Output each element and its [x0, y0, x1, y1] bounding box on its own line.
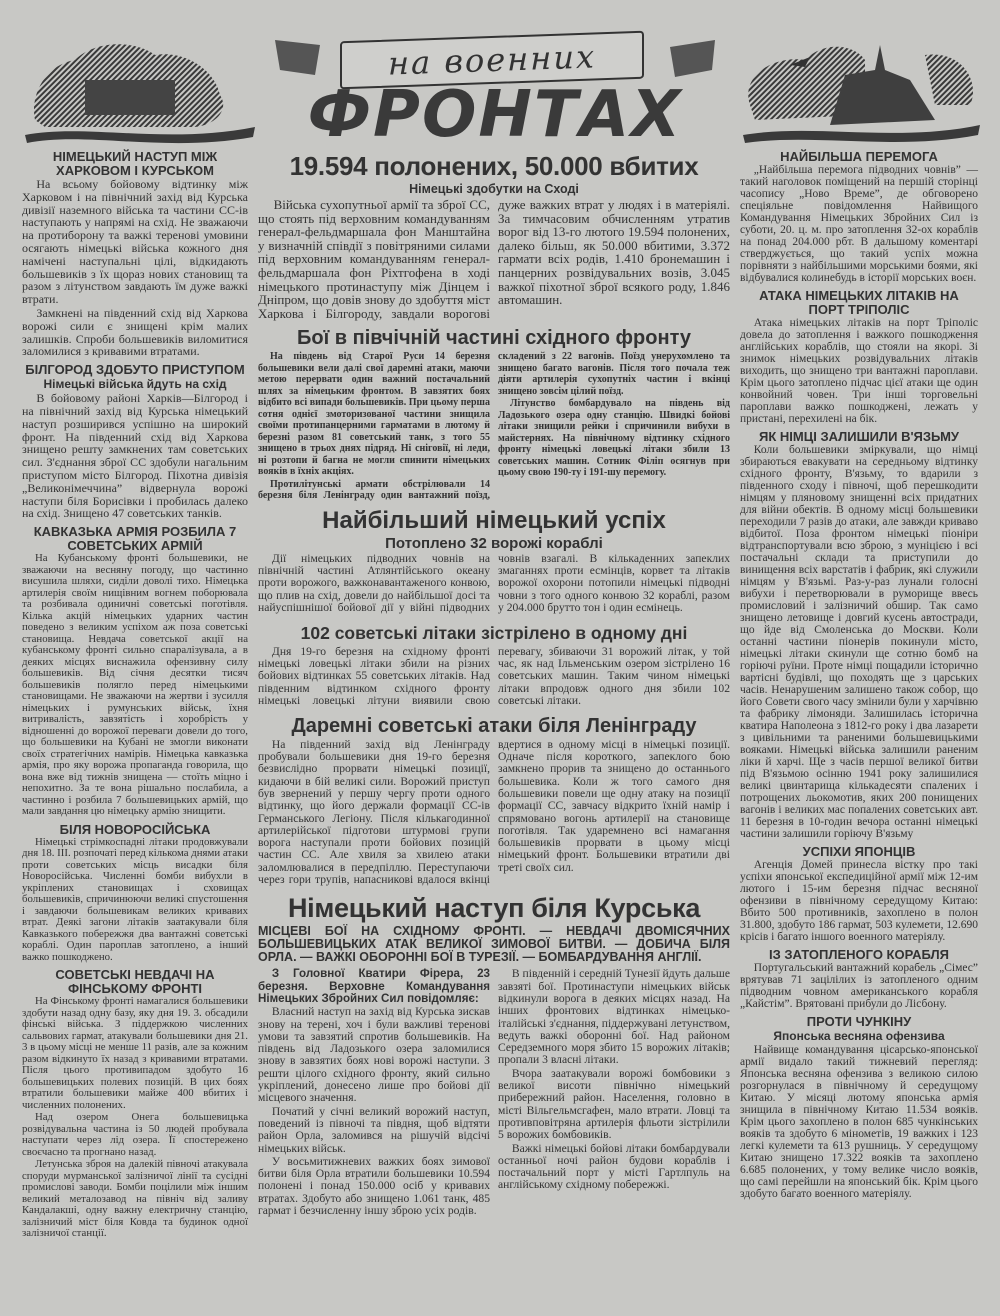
article-paragraph: Власний наступ на захід від Курська зискав знову на терені, хоч і були важливі теренові умови та завзятий спротив большевиків. На південь від Ладозького озера заломилися знову в завзятих боях нові ворожі наступи. З решти цілого східного фронту, який сильно укріплений, донесено лише про бойові дії місцевого значення.: [258, 1005, 490, 1105]
article-paragraph: „Найбільша перемога підводних човнів” — такий наголовок поміщений на першій сторінці часопису „Ново Време”, де обговорено спеціяльне повідомлення Найвищого Командування Німецьких Збройних Сил із суботи, 20. ц. м. про затоплення 32-ох кораблів на понад 204.000 рбт. В дальшому коментарі стверджується, що такий успіх можна порівняти з найбільшими морськими боями, які відбувалися колинебудь в історії морських воєн.: [740, 164, 978, 284]
article-subheadline: МІСЦЕВІ БОЇ НА СХІДНОМУ ФРОНТІ. — НЕВДАЧІ ДВОМІСЯЧНИХ БОЛЬШЕВИЦЬКИХ АТАК ВЕЛИКОЇ ЗИМОВОЇ БИТВИ. — ДОБИЧА БІЛЯ ОРЛА. — ВАЖКІ ОБОРОННІ БОЇ В ТУРЕЗІЇ. — БОМБАРДУВАННЯ АНГЛІЇ.: [258, 924, 730, 965]
article-paragraph: Вчора заатакували ворожі бомбовики з великої висоти північно німецький прибережний район. Населення, головно в місті Вільгельмсгафен, мало втрати. Ловці та противповітряна артилерія фльоти зістрілили 5 ворожих бомбовиків.: [498, 1066, 730, 1142]
article-headline: ЯК НІМЦІ ЗАЛИШИЛИ В'ЯЗЬМУ: [759, 429, 959, 444]
warship-illustration-icon: [735, 35, 985, 150]
article-paragraph: На південь від Старої Руси 14 березня большевики вели далі свої даремні атаки, маючи метою перервати один важний постачальний шлях за німецьким фронтом. В завзятих боях відбито всі випади большевиків. При цьому перша сотня однієї змоторизованої частини знищила своїми протипанцерними гарматами в лютому й березні разом 81 советський танк, з того 55 знищено в трьох днях підряд. Ні сніговії, ні леди, ні розтопи й багна не могли спинити німецьких вояків в їхніх акціях.: [258, 351, 490, 478]
article-headline: Даремні советські атаки біля Ленінграду: [291, 714, 697, 737]
article-paragraph: Агенція Домей принесла вістку про такі успіхи японської експедиційної армії між 12-им лютого і 15-им березня підчас весняної офензиви в північному середущому Китаю: Вбито 500 противників, захоплено в полон 31.800, здобуто 186 гармат, 503 кулемети, 12.690 крісів і багато іншого военного матеріялу.: [740, 859, 978, 943]
article-paragraph: На Кубанському фронті большевики, не зважаючи на весняну погоду, що частинно висушила шляхи, сиділи доволі тихо. Німецька артилерія своїм нищівним вогнем поборювала та розбивала одиничні советські поготівля. Кілька акцій німецьких ударних частин поведено з великим успіхом аж поза советські становища. Невдача советської акції на кубанському фронті сильно спаралізувала, а в деяких місцях виснажила офензивну силу большевиків. Від січня десятки тисяч большевиків полягло перед німецькими становищами. Не зважаючи на жертви і зусилля німецьких і румунських військ, їхня витривалість, завзятість і хоробрість у відношенні до ворожої переваги довели до того, що большевики на Кубані не змогли виконати своїх стратегічних намірів. Німецька кавказька армія, про яку ворожа пропаганда говорила, що вона вже від тижнів знищена — стоїть міцно і непохитно. За те вона рішально послабила, а частинно і розбила 7 большевицьких армій, що мали завдання цю німецьку армію знищити.: [22, 552, 248, 818]
article-headline: НАЙБІЛЬША ПЕРЕМОГА: [780, 149, 938, 164]
article-paragraph: Коли большевики зміркували, що німці збираються евакувати на середньому відтинку східного фронту, В'язьму, то вдарили з південного сходу і півночі, щоб перешкодити німцям у пляновому знищенні всіх придатних для війни обектів. В одному місці большевики переходили 7 разів до атаки, але завжди криваво відбитої. Поза фронтом німецькі піоніри відтранспортували всю зброю, з муніцією і всі постачальні склади та приступили до винищення всіх варстатів і фабрик, які служили німцям у В'язьмі. Раз-у-раз лунали голосні вибухи і перетворювали в руморище ввесь промисловий і залізничий обшир. Так само знищено летовище і довгий кусень автостради, що йде від Смоленська до Москви. Коли останні частини піонерів покинули місто, німецькі літаки скинули ще сотню бомб на горіючі руїни. Проте німці пощадили історично вартісні будівлі, що походять ще з царських часів. Ненарушеним залишено також собор, що його Совети свого часу змінили були у харчівню та фабрику лімоняди. Залишилась історична кватира Наполеона з 1812-го року і два лазарети з цивільними та раненими большевицькими вояками. Німецькі війська залишили раненим ліки й харчі. Ще з часів першої великої битви під В'язьмою осінню 1941 року залишилися великі цвинтарища кількадесяти спалених і потрощених льокомотив, яких 200 понищених вагонів і великих мас попалених советських авт. 11 березня в 10-годин вечора останні німецькі частини залишили горіючу В'язьму: [740, 444, 978, 840]
article: [258, 713, 730, 887]
article-body: [740, 164, 978, 284]
article: [22, 968, 248, 1240]
article-body: [258, 553, 730, 615]
article-headline: АТАКА НІМЕЦЬКИХ ЛІТАКІВ НА ПОРТ ТРІПОЛІС: [759, 288, 959, 317]
article-headline: Бої в півчічній частині східного фронту: [296, 327, 691, 350]
article-headline: БІЛГОРОД ЗДОБУТО ПРИСТУПОМ: [25, 362, 245, 378]
article-headline: 102 советські літаки зістрілено в одному дні: [300, 622, 688, 643]
article-body: [22, 392, 248, 520]
article-paragraph: Замкнені на південний схід від Харкова ворожі сили є знищені крім малих залишків. Спроби большевиків виломитися заломилися з кривавими втратами.: [22, 305, 248, 359]
article-paragraph: На південний захід від Ленінграду пробували большевики дня 19-го березня безвислідно прорвати німецькі позиції, кидаючи в бій великі сили. Ворожий приступ був звернений у першу чергу проти одного відтинку, що його держали формації СС-ів Германського Легіону. Після кількагодинної артилерійської підготови штурмові групи ворога наступали проти бойових позицій частин СС. Але хвиля за хвилею атаки заломлювалися в передпіллю. Переступаючи через гори трупів, напасникові вдалося вкінці вдертися в одному місці в німецькі позиції. Одначе після короткого, запеклого бою замкнено прорив та знищено до останнього большевика. Коли ж того самого дня большевики повели ще одну атаку на позиції формації СС, завчасу відкрито їхній намір і спрямовано вогонь артилерії на становище поготівля. Так ударемнено всі намагання большевиків прорвати в цьому місці німецький фронт. Большевики втратили дві треті своїх сил.: [258, 737, 730, 887]
article-paragraph: В південній і середній Тунезії йдуть дальше завзяті бої. Протинаступи німецьких військ відкинули ворога в деяких місцях назад. На інших фронтових відтинках німецько-італійські з'єднання, піддержувані летунством, ведуть важкі оборонні бої. Над районом Середземного моря збито 15 ворожих літаків; пропали 3 власні літаки.: [498, 967, 730, 1067]
article-body: [258, 351, 730, 502]
article: [22, 363, 248, 520]
article-paragraph: Війська сухопутньої армії та зброї СС, що стоять під верховним командуванням генерал-фельдмаршала фон Манштайна у визначній співдії з повітряними силами під верховним командуванням генерал-фельдмаршала фон Ріхтгофена в ході німецького протинаступу між Дінцем і Дніпром, що довів знову до здобуття міст Харкова і Білгороду, завдали ворогові дуже важких втрат у людях і в матеріялі. За тимчасовим обчисленням утратив ворог від 13-го лютого 19.594 полонених, далеко більш, як 50.000 вбитими, 3.372 гармати всіх родів, 1.410 бронемашин і панцерних розвідувальних возів, 3.045 важкої піхотної зброї всякого роду, 1.846 автомашин.: [258, 197, 730, 321]
article-subheadline: Німецькі війська йдуть на схід: [43, 377, 227, 392]
article-paragraph: На Фінському фронті намагалися большевики здобути назад одну базу, яку дня 19. 3. обсадили фінські війська. З піддержкою численних сальвових гармат, атакували большевики дня 21. 3 в цьому місці не менше 11 разів, але за кожним разом відкинуто їх назад з кривавими втратами. Після цього противипадом здобуто 16 большевицьких полевих позицій. В цих боях втратили большевики майже 400 вбитих і численних полонених.: [22, 995, 248, 1111]
article-headline: БІЛЯ НОВОРОСІЙСЬКА: [59, 821, 211, 837]
article-body: [740, 1044, 978, 1200]
article-body: [740, 859, 978, 943]
article: [22, 150, 248, 358]
masthead: [0, 0, 1000, 150]
article-headline: КАВКАЗЬКА АРМІЯ РОЗБИЛА 7 СОВЕТСЬКИХ АРМІЙ: [33, 524, 237, 554]
article-headline: 19.594 полонених, 50.000 вбитих: [289, 151, 699, 181]
tank-illustration-icon: [15, 35, 260, 150]
article: [258, 620, 730, 708]
article-paragraph: Над озером Онега большевицька розвідувальна частина із 50 людей пробувала наступати через лід озера. Її спостережено своєчасно та прогнано назад.: [22, 1111, 248, 1158]
article-paragraph: Дії німецьких підводних човнів на північній частині Атлянтійського океану проти ворожого, важконавантаженого конвою, що плив на схід, довели до найбільшої досі та найуспішнішої бойової дії у війні підводних човнів взагалі. В кількаденних запеклих змаганнях проти есмінців, корвет та літаків ворожої охорони потопили німецькі підводні човни з того одного конвою 32 кораблі, разом у 204.000 брутто тон і один есмінець.: [258, 551, 730, 615]
article-paragraph: Протилітунські армати обстрілювали 14 березня біля Ленінграду один вантажний поїзд, складений з 22 вагонів. Поїзд унерухомлено та знищено багато вагонів. Після того почала теж діяти артилерія сухопутніх частин і вкінці знищено зовсім цілий поїзд.: [258, 351, 730, 502]
article-paragraph: Португальський вантажний корабель „Сімес” врятував 71 зацілілих із затопленого одним підводним човном американського корабля „Кайстім”. Врятовані прибули до Лісбону.: [740, 962, 978, 1010]
article-headline: ІЗ ЗАТОПЛЕНОГО КОРАБЛЯ: [769, 947, 949, 962]
article: [258, 325, 730, 502]
article-body: [22, 553, 248, 818]
article-subheadline: Потоплено 32 ворожі кораблі: [385, 534, 603, 552]
article-paragraph: Важкі німецькі бойові літаки бомбардували останньої ночі район будови кораблів і постачальний порт у місті Гартлпуль на англійському східному побережжі.: [498, 1141, 730, 1192]
article: [258, 150, 730, 320]
article-body: [740, 444, 978, 840]
article: [740, 845, 978, 943]
article-body: [258, 198, 730, 320]
left-column: [22, 150, 248, 1245]
article-body: [258, 968, 730, 1217]
article: [740, 948, 978, 1010]
article-paragraph: Літунство бомбардувало на південь від Ладозького озера одну станцію. Швидкі бойові літаки знищили рейки і спричинили вибухи в майстернях. На північному відтинку східного фронту німецькі ловецькі літаки збили 13 советських машин. Сотник Філіп осягнув при цьому свою 190-ту і 191-шу перемогу.: [498, 398, 730, 479]
article: [740, 430, 978, 840]
article: [22, 525, 248, 818]
masthead-title: ФРОНТАХ: [307, 78, 683, 152]
article-headline: УСПІХИ ЯПОНЦІВ: [802, 844, 916, 859]
article-headline: Німецький наступ біля Курська: [287, 893, 701, 924]
article-subheadline: Німецькі здобутки на Сході: [409, 182, 579, 196]
article-lead: З Головної Кватири Фірера, 23 березня. Верховне Командування Німецьких Збройних Сил повідомляє:: [258, 967, 490, 1005]
article-body: [258, 739, 730, 887]
article-body: [22, 178, 248, 358]
article-body: [740, 962, 978, 1010]
article-paragraph: Летунська зброя на далекій півночі атакувала споруди мурманської залізничої лінії та сусідні промислові заводи. Бомби поцілили між іншим великий металозавод на північ від заливу Кандалакші, одну важну електричну станцію, залізничий міст біля Ковда та будинок одної залізничої станції.: [22, 1158, 248, 1240]
article-paragraph: У восьмитижневих важких боях зимової битви біля Орла втратили большевики 10.594 полонені і понад 150.000 осіб у кривавих втратах. Здобуто або знищено 1.061 танк, 485 гармат і безчисленну іншу зброю усіх родів.: [258, 1154, 490, 1218]
article-body: [22, 837, 248, 964]
article-paragraph: Початий у січні великий ворожий наступ, поведений із півночі та півдня, щоб відтяти район Орла, заломився на рішучій відсічі німецьких військ.: [258, 1104, 490, 1155]
article-headline: НІМЕЦЬКИЙ НАСТУП МІЖ ХАРКОВОМ І КУРСЬКОМ: [52, 149, 218, 178]
article-paragraph: В бойовому районі Харків—Білгород і на північний захід від Курська німецький наступ розширився успішно на широкий фронт. На південний схід від Харкова знищено решту замкнених там советських сил. З'єднання зброї СС здобули нагальним приступом місто Білгород. Піхотна дивізія „Великонімеччина” відвернула ворожі наступи біля Борисівки і пробилась далеко на схід. Знищено 47 советських танків.: [22, 391, 248, 521]
article-headline: Найбільший німецький успіх: [322, 506, 666, 534]
masthead-ribbon-text: на военних: [388, 37, 596, 83]
article: [22, 823, 248, 964]
article: [740, 289, 978, 425]
article-body: [740, 317, 978, 425]
article-paragraph: Німецькі стрімкоспадні літаки продовжували дня 18. III. розпочаті перед кількома днями атаки проти советських місць висадки біля Новоросійська. Численні бомби вибухли в укріплених становищах і сховищах большевиків, спричинюючи великі спустошення і завдаючи большевикам великих кривавих втрат. Деякі загони літаків заатакували біля Кавказького побережжя два вантажні советські кораблі. Один пароплав затоплено, а інший важко пошкоджено.: [22, 835, 248, 963]
article: [258, 891, 730, 1217]
article-headline: ПРОТИ ЧУНКІНУ: [806, 1014, 912, 1029]
right-column: [740, 150, 978, 1205]
article-paragraph: Дня 19-го березня на східному фронті німецькі ловецькі літаки збили на різних бойових відтинках 55 советських літаків. Над південним відтинком східного фронту німецькі ловецькі літуни виявили свою перевагу, збиваючи 31 ворожий літак, у той час, як над Ільменським озером зістрілено 16 советських машин. Таким чином німецькі літаки впродовж одного дня збили 102 советські літаки.: [258, 644, 730, 708]
article-paragraph: Атака німецьких літаків на порт Тріполіс довела до затоплення і важкого пошкодження англійських кораблів, що стояли на якорі. Зі знимок німецьких розвідувальних літаків виходить, що знищено три вантажні пароплави. Крім цього затоплено підчас цієї атаки ще один конвойний човен. Три інші торговельні пароплави важко пошкоджені, лежать у пристані, перехилені на бік.: [740, 317, 978, 425]
article: [740, 1015, 978, 1200]
article-body: [22, 996, 248, 1240]
article-body: [258, 646, 730, 708]
article-headline: СОВЕТСЬКІ НЕВДАЧІ НА ФІНСЬКОМУ ФРОНТІ: [55, 967, 215, 997]
article: [258, 507, 730, 615]
article-paragraph: На всьому бойовому відтинку між Харковом і на північний захід від Курська дивізії наземного війська та частини СС-ів наступають у напрямі на схід. Не зважаючи на протиборону та важкі теренові умовини осягають німецькі війська кожного дня намічені наступальні цілі, відкидають большевиків з їх щораз нових становищ та разом з літунством завдають їм дуже важкі втрати.: [22, 177, 248, 307]
article: [740, 150, 978, 284]
center-column: [258, 150, 730, 1222]
article-paragraph: Найвище командування цісарсько-японської армії видало такий тижневий перегляд: Японська весняна офензива з великою силою розгорнулася в північному й середущому Китаю. У місяці лютому японська армія знищила в північному Китаю 11.534 вояків. Крім цього захоплено в полон 685 чункінських вояків та здобуто 6 мінометів, 19 важких і 123 легкі кулемети та 613 рушниць. У середущому Китаю знищено 17.322 вояків та захоплено 6.685 полонених, у тому велике число вояків, що самі перейшли на японський бік. Крім цього здобуто багато военного матеріялу.: [740, 1044, 978, 1200]
article-subheadline: Японська весняна офензива: [773, 1029, 945, 1043]
